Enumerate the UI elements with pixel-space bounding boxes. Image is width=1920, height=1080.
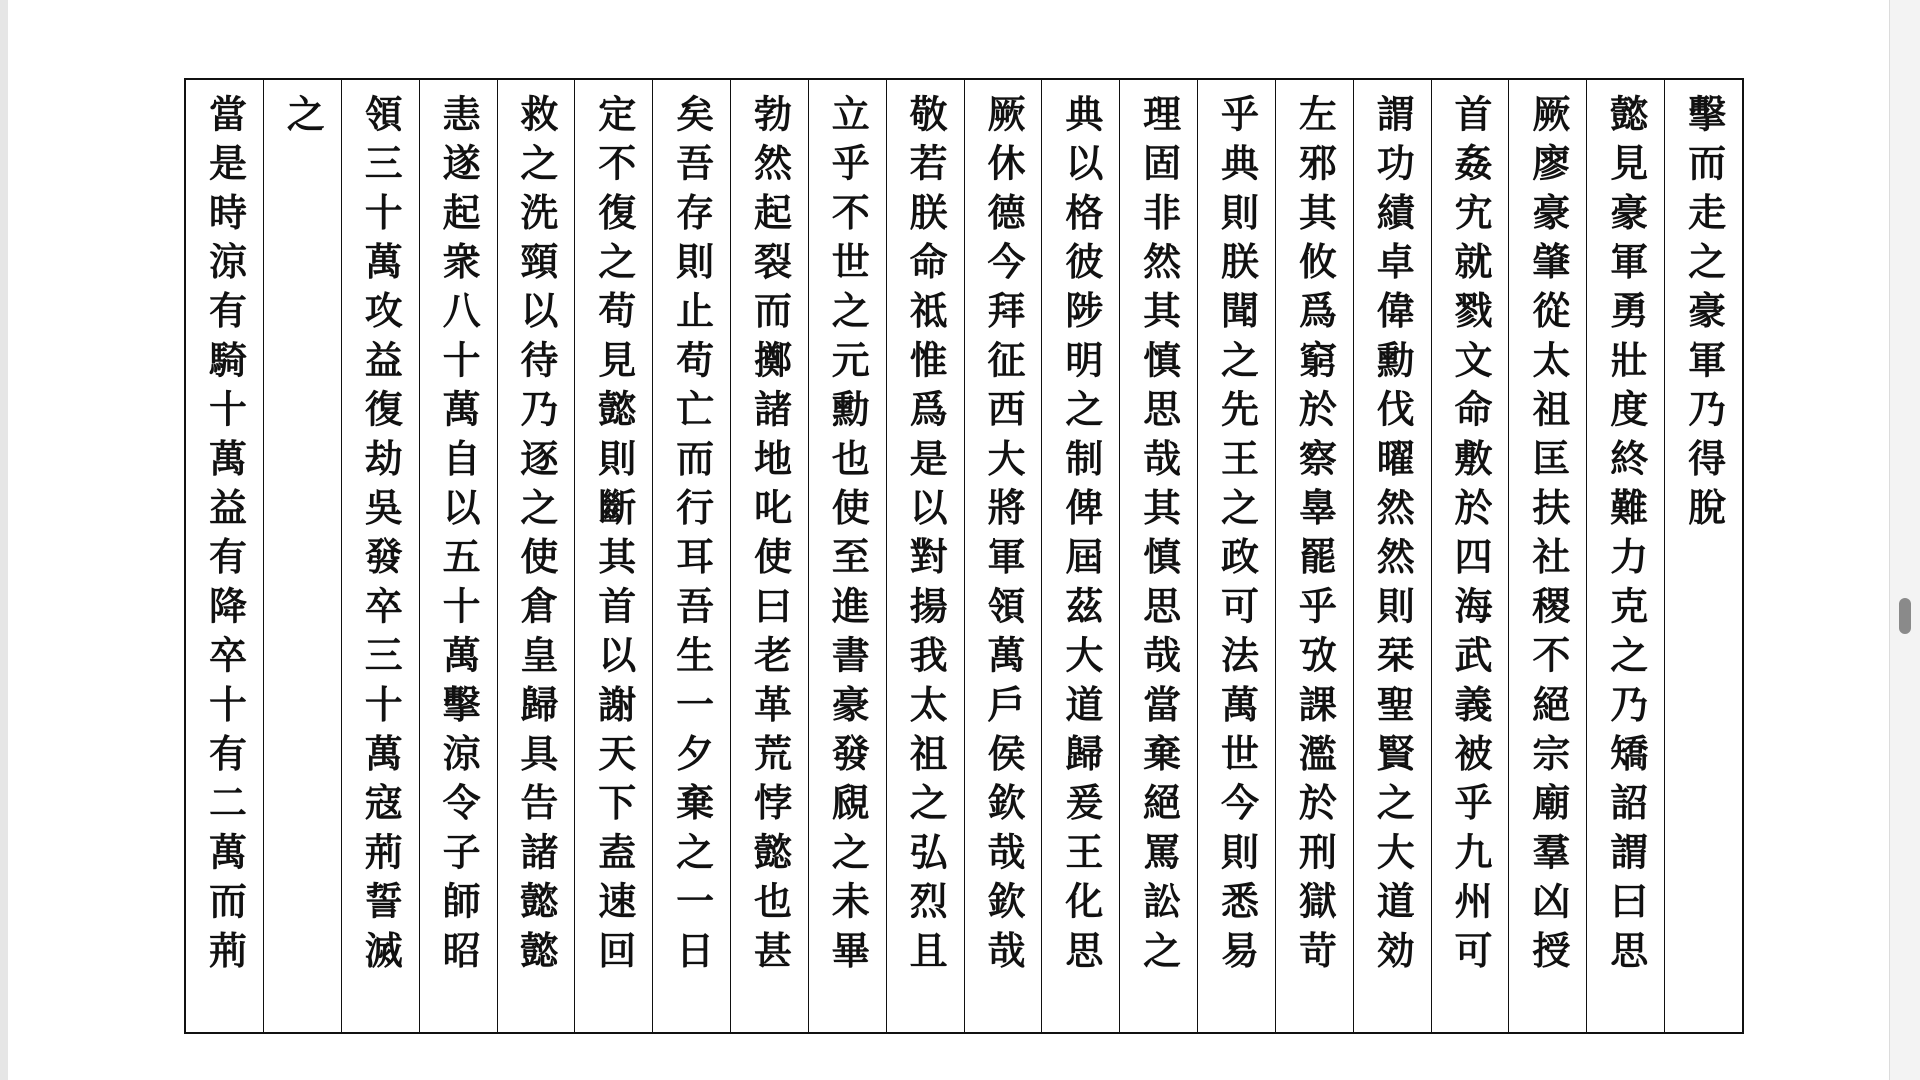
column-text: 勃然起裂而擲諸地叱使曰老革荒悖懿也甚 xyxy=(747,94,793,980)
column-text: 領三十萬攻益復劫吳發卒三十萬寇荊誓滅 xyxy=(358,94,404,980)
text-column-11 xyxy=(886,80,964,1032)
document-viewer xyxy=(8,0,1890,1080)
column-text: 擊而走之豪軍乃得脫 xyxy=(1681,94,1727,537)
text-column-17 xyxy=(419,80,497,1032)
column-text: 典以格彼陟明之制俾屆茲大道歸爰王化思 xyxy=(1058,94,1104,980)
text-column-15 xyxy=(574,80,652,1032)
text-column-13 xyxy=(730,80,808,1032)
text-column-7 xyxy=(1197,80,1275,1032)
text-column-6 xyxy=(1275,80,1353,1032)
text-column-20 xyxy=(186,80,263,1032)
column-text: 左邪其攸爲窮於察辠罷乎攷課濫於刑獄苛 xyxy=(1292,94,1338,980)
column-text: 謂功績卓偉勳伐曜然然則栞聖賢之大道効 xyxy=(1370,94,1416,980)
column-text: 厥休德今拜征西大將軍領萬戶侯欽哉欽哉 xyxy=(980,94,1026,980)
text-column-3 xyxy=(1508,80,1586,1032)
text-column-2 xyxy=(1586,80,1664,1032)
scrollbar-thumb[interactable] xyxy=(1899,598,1911,634)
text-column-4 xyxy=(1431,80,1509,1032)
text-column-8 xyxy=(1119,80,1197,1032)
column-text: 救之洗頸以待乃逐之使倉皇歸具告諸懿懿 xyxy=(513,94,559,980)
column-text: 當是時涼有騎十萬益有降卒十有二萬而荊 xyxy=(202,94,248,980)
text-column-9 xyxy=(1041,80,1119,1032)
column-text: 立乎不世之元勳也使至進書豪發覛之未畢 xyxy=(825,94,871,980)
text-column-10 xyxy=(964,80,1042,1032)
column-text: 之 xyxy=(280,94,326,144)
text-column-5 xyxy=(1353,80,1431,1032)
column-text: 理固非然其慎思哉其慎思哉當棄絕罵訟之 xyxy=(1136,94,1182,980)
column-text: 矣吾存則止苟亡而行耳吾生一夕棄之一日 xyxy=(669,94,715,980)
column-text: 懿見豪軍勇壯度終難力克之乃矯詔謂曰思 xyxy=(1603,94,1649,980)
text-column-16 xyxy=(497,80,575,1032)
text-column-18 xyxy=(341,80,419,1032)
column-text: 敬若朕命祗惟爲是以對揚我太祖之弘烈且 xyxy=(903,94,949,980)
column-text: 首姦宄就戮文命敷於四海武義被乎九州可 xyxy=(1448,94,1494,980)
text-column-14 xyxy=(652,80,730,1032)
text-column-12 xyxy=(808,80,886,1032)
window-left-edge xyxy=(0,0,8,1080)
column-text: 乎典則朕聞之先王之政可法萬世今則悉易 xyxy=(1214,94,1260,980)
vertical-scrollbar[interactable] xyxy=(1889,0,1920,1080)
column-text: 定不復之苟見懿則斷其首以謝天下盍速回 xyxy=(591,94,637,980)
text-column-19 xyxy=(263,80,341,1032)
vertical-text-table xyxy=(184,78,1744,1034)
column-text: 恚遂起衆八十萬自以五十萬擊涼令子師昭 xyxy=(436,94,482,980)
text-column-1 xyxy=(1664,80,1742,1032)
column-text: 厥廖豪肇從太祖匡扶社稷不絕宗廟羣凶授 xyxy=(1525,94,1571,980)
